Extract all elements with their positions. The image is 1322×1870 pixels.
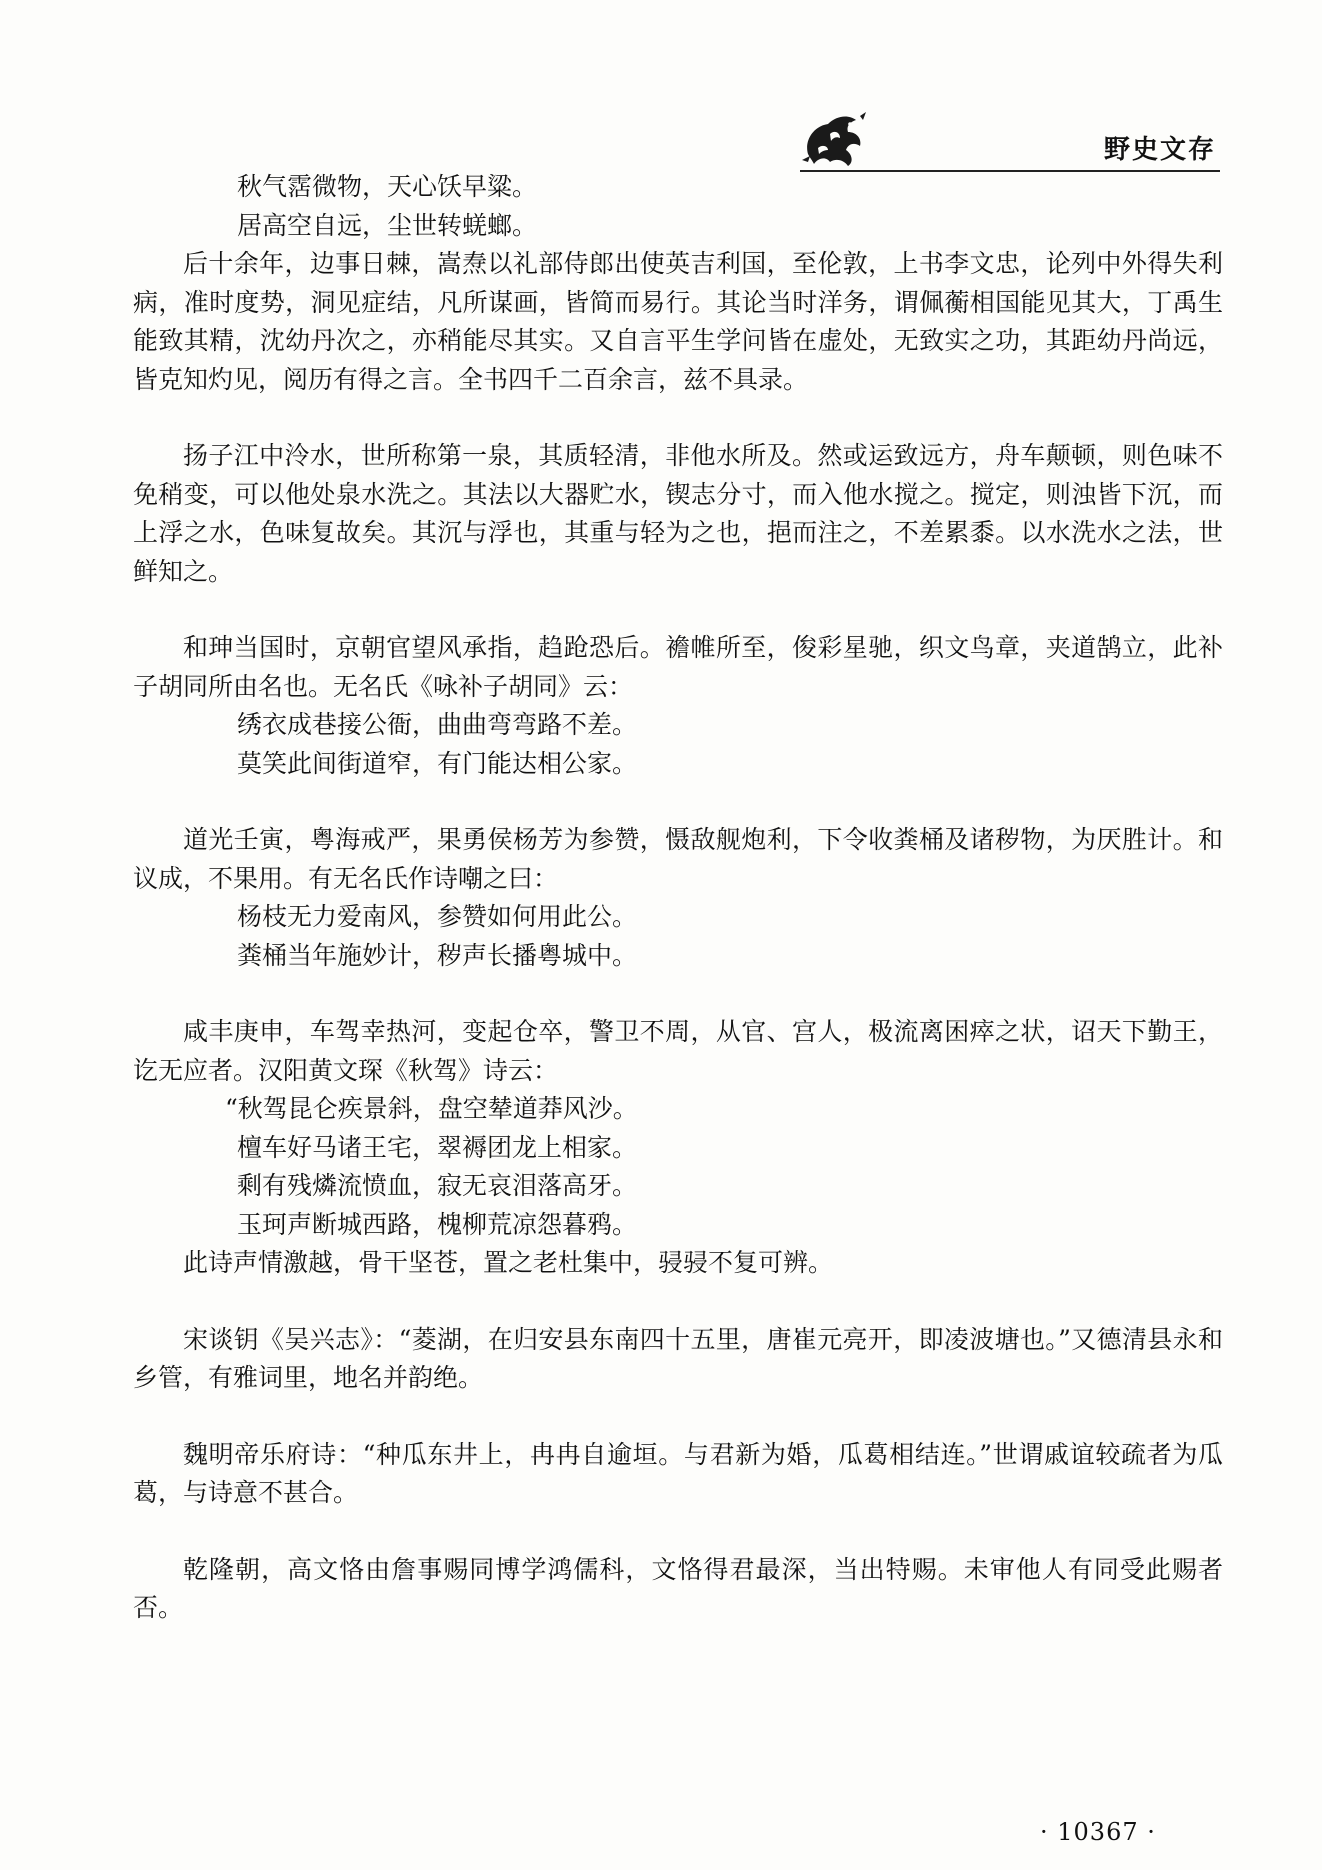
section-gap xyxy=(133,1398,1223,1436)
series-title: 野史文存 xyxy=(1103,135,1216,165)
page-header xyxy=(800,105,1220,175)
poem-line: 檀车好马诸王宅，翠褥团龙上相家。 xyxy=(237,1132,638,1162)
section-gap xyxy=(133,1513,1223,1551)
paragraph: 魏明帝乐府诗：“种瓜东井上，冉冉自逾垣。与君新为婚，瓜葛相结连。”世谓戚谊较疏者为瓜葛，与诗意不甚合。 xyxy=(133,1439,1223,1507)
paragraph: 此诗声情激越，骨干坚苍，置之老杜集中，骎骎不复可辨。 xyxy=(183,1248,834,1277)
page-body xyxy=(133,168,1223,1628)
section-gap xyxy=(133,975,1223,1013)
section-gap xyxy=(133,591,1223,629)
section-gap xyxy=(133,1283,1223,1321)
poem-line: 剩有残燐流愤血，寂无哀泪落高牙。 xyxy=(237,1171,638,1200)
poem-line: 玉珂声断城西路，槐柳荒凉怨暮鸦。 xyxy=(237,1209,638,1239)
poem-line: 居高空自远，尘世转蜣螂。 xyxy=(237,210,538,240)
poem-line: “秋驾昆仑疾景斜，盘空辇道莽风沙。 xyxy=(225,1094,638,1123)
paragraph: 乾隆朝，高文恪由詹事赐同博学鸿儒科，文恪得君最深，当出特赐。未审他人有同受此赐者否。 xyxy=(133,1554,1223,1622)
poem-line: 秋气霑微物，天心饫早粱。 xyxy=(237,172,538,201)
page-number: · 10367 · xyxy=(1040,1818,1156,1846)
paragraph: 咸丰庚申，车驾幸热河，变起仓卒，警卫不周，从官、宫人，极流离困瘁之状，诏天下勤王，讫无应者。汉阳黄文琛《秋驾》诗云： xyxy=(133,1017,1223,1085)
dragon-emblem-icon xyxy=(800,110,868,168)
paragraph: 和珅当国时，京朝官望风承指，趋跄恐后。襜帷所至，俊彩星驰，织文鸟章，夹道鹄立，此补子胡同所由名也。无名氏《咏补子胡同》云： xyxy=(133,633,1223,701)
paragraph: 道光壬寅，粤海戒严，果勇侯杨芳为参赞，慑敌舰炮利，下令收粪桶及诸秽物，为厌胜计。和议成，不果用。有无名氏作诗嘲之曰： xyxy=(133,825,1223,893)
paragraph: 宋谈钥《吴兴志》：“菱湖，在归安县东南四十五里，唐崔元亮开，即凌波塘也。”又德清县永和乡管，有雅词里，地名并韵绝。 xyxy=(133,1324,1223,1392)
paragraph: 后十余年，边事日棘，嵩焘以礼部侍郎出使英吉利国，至伦敦，上书李文忠，论列中外得失利病，准时度势，洞见症结，凡所谋画，皆简而易行。其论当时洋务，谓佩蘅相国能见其大，丁禹生能致其精，沈幼丹次之，亦稍能尽其实。又自言平生学问皆在虚处，无致实之功，其距幼丹尚远，皆克知灼见，阅历有得之言。全书四千二百余言，兹不具录。 xyxy=(133,249,1223,394)
section-gap xyxy=(133,399,1223,437)
poem-line: 绣衣成巷接公衙，曲曲弯弯路不差。 xyxy=(237,710,638,739)
paragraph: 扬子江中泠水，世所称第一泉，其质轻清，非他水所及。然或运致远方，舟车颠顿，则色味不免稍变，可以他处泉水洗之。其法以大器贮水，锲志分寸，而入他水搅之。搅定，则浊皆下沉，而上浮之水，色味复故矣。其沉与浮也，其重与轻为之也，挹而注之，不差累黍。以水洗水之法，世鲜知之。 xyxy=(133,441,1223,586)
poem-line: 杨枝无力爱南风，参赞如何用此公。 xyxy=(237,902,638,931)
poem-line: 莫笑此间街道窄，有门能达相公家。 xyxy=(237,748,638,778)
poem-line: 粪桶当年施妙计，秽声长播粤城中。 xyxy=(237,940,638,970)
section-gap xyxy=(133,783,1223,821)
